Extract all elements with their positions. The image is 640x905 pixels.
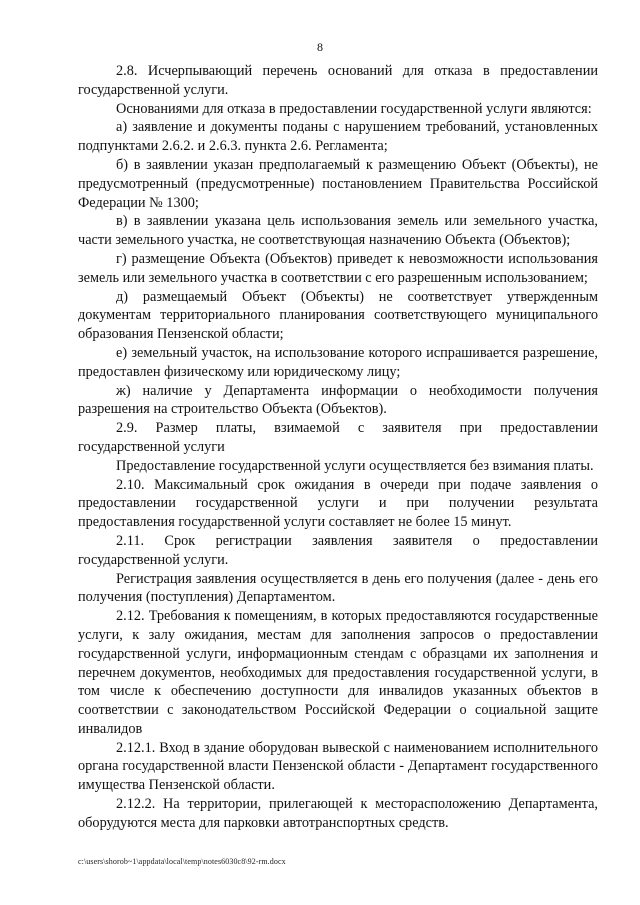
list-item-a: а) заявление и документы поданы с нарушением требований, установленных подпунктами 2.6.2. и 2.6.3. пункта 2.6. Регламента; xyxy=(78,119,598,155)
paragraph-registration: Регистрация заявления осуществляется в день его получения (далее - день его получения (поступления) Департаментом. xyxy=(78,570,598,606)
list-item-g: г) размещение Объекта (Объектов) приведет к невозможности использования земель или земельного участка в соответствии с его разрешенным использованием; xyxy=(78,250,598,286)
paragraph-2-9: 2.9. Размер платы, взимаемой с заявителя при предоставлении государственной услуги xyxy=(78,420,598,455)
paragraph-2-12: 2.12. Требования к помещениям, в которых предоставляются государственные услуги, к залу ожидания, местам для заполнения запросов о предоставлении государственной услуги, информационным стендам с образцами их заполнения и перечнем документов, необходимых для предоставления государственной услуги, в том числе к обеспечению доступности для инвалидов указанных объектов в соответствии с законодательством Российской Федерации о социальной защите инвалидов xyxy=(78,608,598,737)
footer-file-path: c:\users\shorob~1\appdata\local\temp\notes6030c8\92-rm.docx xyxy=(78,857,286,866)
list-item-zh: ж) наличие у Департамента информации о необходимости получения разрешения на строительство Объекта (Объектов). xyxy=(78,382,598,418)
paragraph-2-8: 2.8. Исчерпывающий перечень оснований для отказа в предоставлении государственной услуги. xyxy=(78,63,598,98)
paragraph-2-11: 2.11. Срок регистрации заявления заявителя о предоставлении государственной услуги. xyxy=(78,532,598,568)
list-item-v: в) в заявлении указана цель использования земель или земельного участка, части земельного участка, не соответствующая назначению Объекта (Объектов); xyxy=(78,213,598,249)
document-body xyxy=(78,62,598,833)
page-number: 8 xyxy=(317,40,323,54)
list-item-e: е) земельный участок, на использование которого испрашивается разрешение, предоставлен физическому или юридическому лицу; xyxy=(78,344,598,380)
paragraph-fee: Предоставление государственной услуги осуществляется без взимания платы. xyxy=(116,457,594,474)
list-item-d: д) размещаемый Объект (Объекты) не соответствует утвержденным документам территориального планирования соответствующего муниципального образования Пензенской области; xyxy=(78,288,598,343)
paragraph-grounds-intro: Основаниями для отказа в предоставлении государственной услуги являются: xyxy=(116,100,592,117)
list-item-b: б) в заявлении указан предполагаемый к размещению Объект (Объекты), не предусмотренный (предусмотренные) постановлением Правительства Российской Федерации № 1300; xyxy=(78,156,598,211)
paragraph-2-10: 2.10. Максимальный срок ожидания в очереди при подаче заявления о предоставлении государственной услуги и при получении результата предоставления государственной услуги составляет не более 15 минут. xyxy=(78,476,598,531)
paragraph-2-12-2: 2.12.2. На территории, прилегающей к месторасположению Департамента, оборудуются места для парковки автотранспортных средств. xyxy=(78,796,598,831)
paragraph-2-12-1: 2.12.1. Вход в здание оборудован вывеской с наименованием исполнительного органа государственной власти Пензенской области - Департамент государственного имущества Пензенской области. xyxy=(78,739,598,794)
